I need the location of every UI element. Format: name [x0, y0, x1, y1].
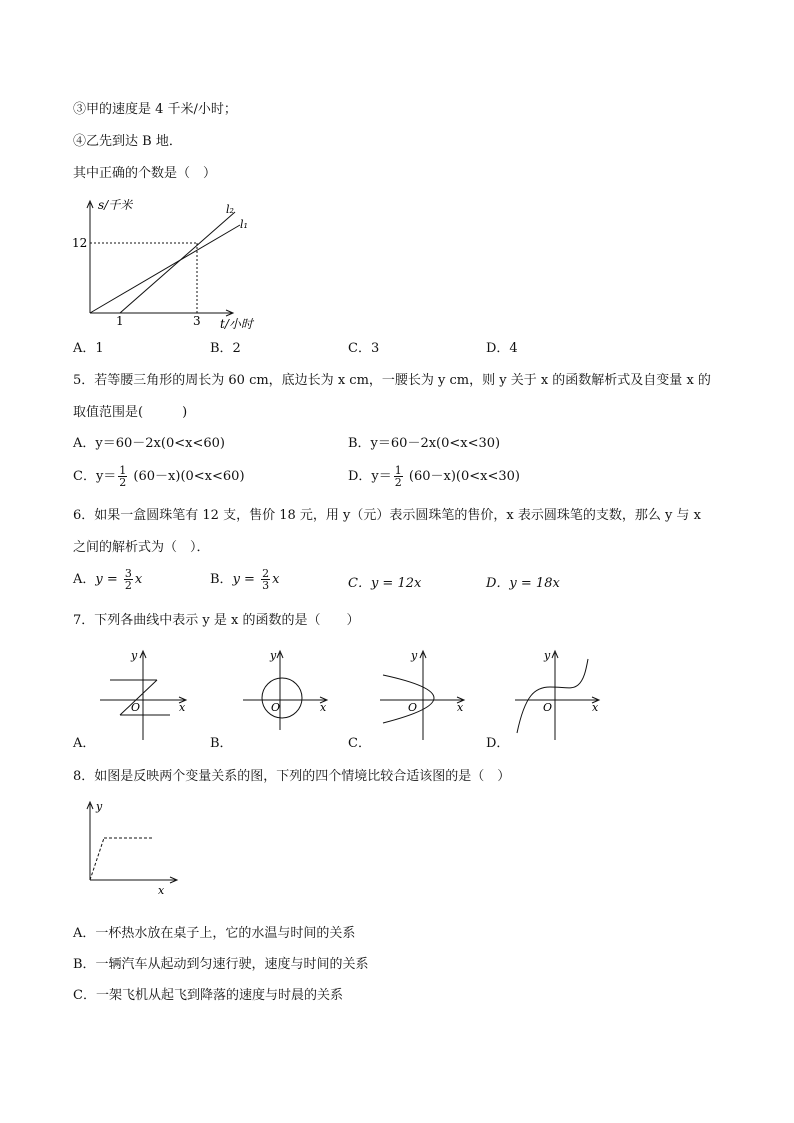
q4-distance-time-graph — [70, 195, 280, 335]
q7-graph-d — [510, 645, 610, 745]
q5-option-c[interactable] — [73, 465, 245, 488]
q8-graph — [80, 798, 190, 898]
q5-option-d[interactable] — [348, 465, 520, 488]
q7-option-d[interactable]: D． — [486, 736, 510, 751]
q8-option-c[interactable]: C．一架飞机从起飞到降落的速度与时晨的关系 — [73, 988, 343, 1003]
q4-option-a[interactable]: A．1 — [73, 341, 104, 356]
q6-stem-line2: 之间的解析式为（ ）． — [73, 540, 210, 555]
svg-text:x: x — [158, 884, 165, 897]
q5-option-b[interactable]: B．y＝60－2x(0<x<30) — [348, 436, 501, 451]
q6-option-b[interactable] — [210, 568, 279, 591]
svg-text:x: x — [592, 701, 599, 714]
q5-option-a[interactable]: A．y＝60－2x(0<x<60) — [73, 436, 225, 451]
q7-graph-b — [238, 645, 338, 745]
q6-a-prefix: A． — [73, 572, 96, 587]
q6-a-fraction: $\frac{3}{2}$ — [124, 567, 132, 592]
q5-d-prefix: D．y＝ — [348, 469, 392, 484]
q5-c-fraction: $\frac{1}{2}$ — [119, 464, 127, 489]
q4-option-c[interactable]: C．3 — [348, 341, 380, 356]
svg-text:y: y — [544, 649, 551, 662]
q7-graph-a — [95, 645, 195, 745]
q5-d-fraction: $\frac{1}{2}$ — [394, 464, 402, 489]
q4-option-b[interactable]: B．2 — [210, 341, 241, 356]
q7-option-c[interactable]: C． — [348, 736, 371, 751]
svg-text:O: O — [408, 701, 418, 714]
q4-option-d[interactable]: D．4 — [486, 341, 518, 356]
q6-option-a[interactable] — [73, 568, 142, 591]
q6-a-lhs: y = — [95, 572, 122, 587]
q5-stem-line2: 取值范围是( ) — [73, 405, 188, 420]
q6-a-var: x — [134, 572, 143, 587]
q5-stem-line1: 5．若等腰三角形的周长为 60 cm，底边长为 x cm，一腰长为 y cm，则 y 关于 x 的函数解析式及自变量 x 的 — [73, 373, 711, 388]
question-ask: 其中正确的个数是（ ） — [73, 166, 217, 181]
svg-text:y: y — [270, 649, 277, 662]
q6-option-d[interactable]: D．y = 18x — [486, 576, 560, 591]
label-l2: l₂ — [226, 203, 234, 216]
svg-text:y: y — [411, 649, 418, 662]
q7-graph-c — [375, 645, 475, 745]
y-axis-label: s/千米 — [98, 198, 133, 212]
q6-b-var: x — [272, 572, 280, 587]
svg-text:x: x — [320, 701, 327, 714]
y-tick-12: 12 — [72, 236, 88, 250]
q8-stem: 8．如图是反映两个变量关系的图，下列的四个情境比较合适该图的是（ ） — [73, 769, 511, 784]
x-tick-3: 3 — [193, 314, 201, 328]
label-l1: l₁ — [240, 218, 248, 231]
q6-b-lhs: y = — [232, 572, 260, 587]
svg-text:x: x — [457, 701, 464, 714]
x-tick-1: 1 — [116, 314, 124, 328]
q7-option-a[interactable]: A． — [73, 736, 96, 751]
q6-b-fraction: $\frac{2}{3}$ — [262, 567, 270, 592]
q8-option-a[interactable]: A．一杯热水放在桌子上，它的水温与时间的关系 — [73, 926, 356, 941]
svg-text:x: x — [179, 701, 186, 714]
q5-d-suffix: (60－x)(0<x<30) — [404, 469, 521, 484]
svg-text:y: y — [131, 649, 138, 662]
svg-text:O: O — [131, 701, 141, 714]
svg-text:y: y — [96, 800, 103, 813]
q6-option-c[interactable]: C．y = 12x — [348, 576, 422, 591]
statement-4: ④乙先到达 B 地． — [73, 134, 182, 149]
statement-3: ③甲的速度是 4 千米/小时； — [73, 102, 237, 117]
line-l2 — [120, 212, 235, 313]
x-axis-label: t/小时 — [220, 317, 253, 331]
q5-c-prefix: C．y＝ — [73, 469, 117, 484]
svg-text:O: O — [271, 701, 281, 714]
q6-stem-line1: 6．如果一盒圆珠笔有 12 支，售价 18 元，用 y（元）表示圆珠笔的售价，x 表示圆珠笔的支数，那么 y 与 x — [73, 508, 701, 523]
q8-option-b[interactable]: B．一辆汽车从起动到匀速行驶，速度与时间的关系 — [73, 957, 369, 972]
line-l1 — [90, 225, 240, 313]
svg-text:O: O — [543, 701, 553, 714]
q6-b-prefix: B． — [210, 572, 233, 587]
q5-c-suffix: (60－x)(0<x<60) — [129, 469, 245, 484]
q7-stem: 7．下列各曲线中表示 y 是 x 的函数的是（ ） — [73, 613, 360, 628]
q7-option-b[interactable]: B． — [210, 736, 233, 751]
